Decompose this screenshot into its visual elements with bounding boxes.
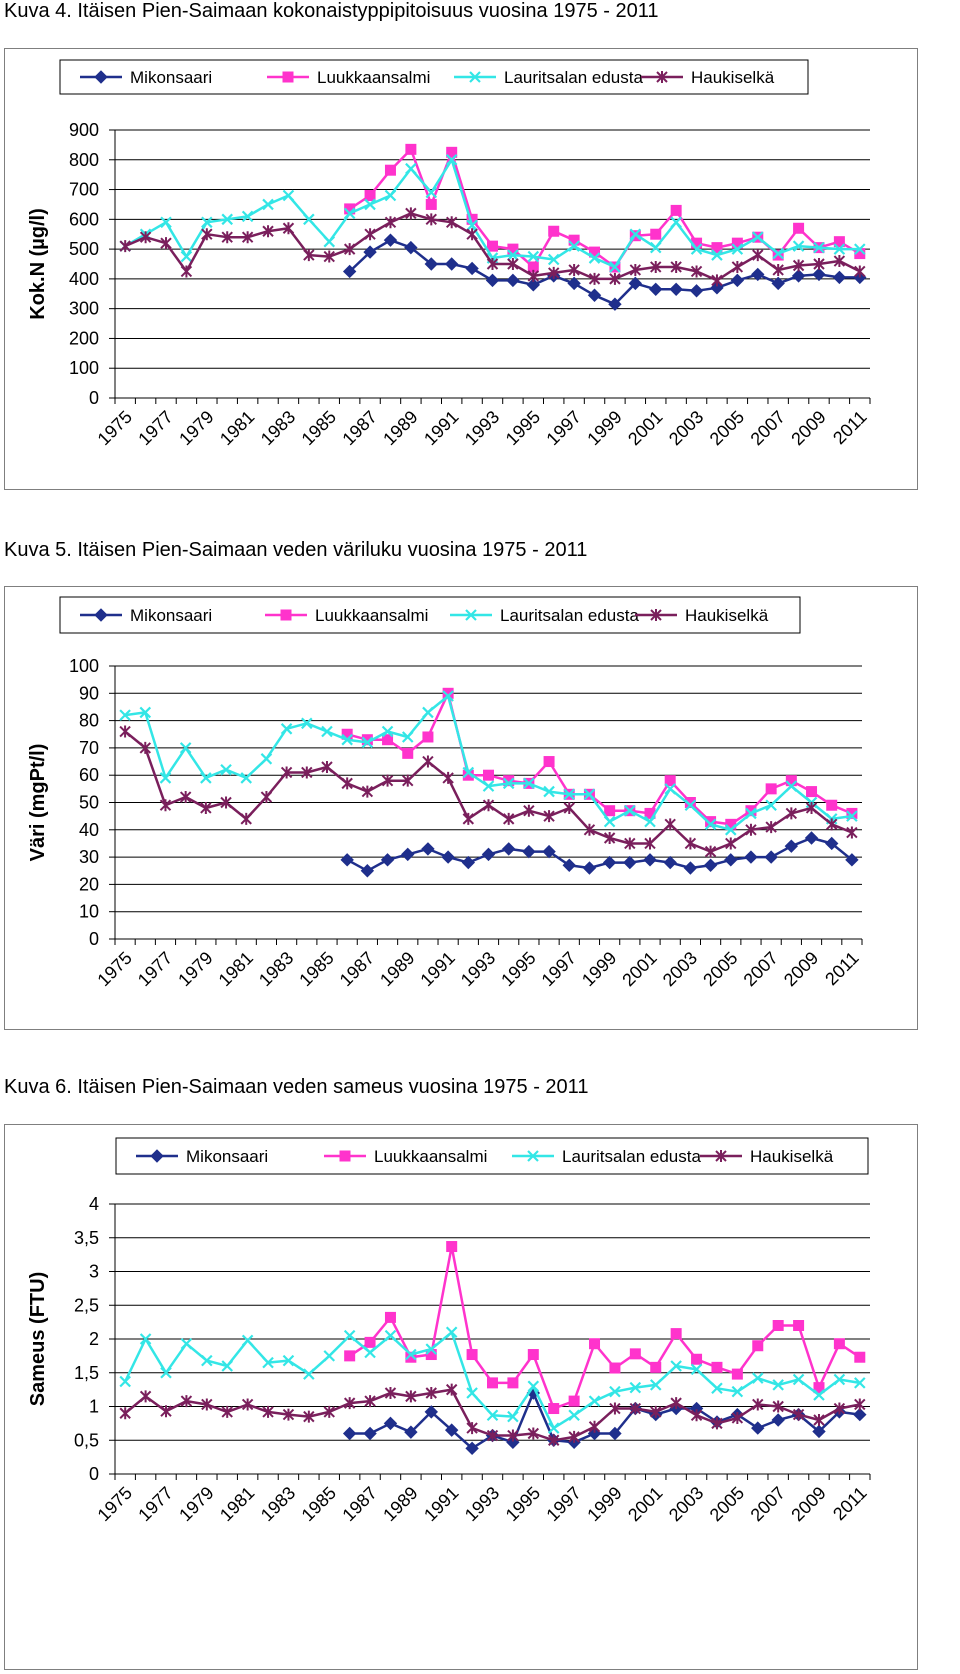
data-point <box>827 818 837 830</box>
data-point <box>466 262 478 274</box>
data-point <box>569 1410 579 1420</box>
y-tick-label: 400 <box>68 268 99 289</box>
data-point <box>385 165 395 175</box>
data-point <box>726 837 736 849</box>
x-tick-label: 1989 <box>376 947 419 991</box>
data-point <box>406 164 416 174</box>
data-point <box>304 1369 314 1379</box>
data-point <box>402 848 414 860</box>
y-tick-label: 800 <box>68 149 99 170</box>
data-point <box>630 1349 640 1359</box>
series-line <box>347 838 852 871</box>
x-tick-label: 1985 <box>295 947 338 991</box>
x-tick-label: 1997 <box>537 947 581 991</box>
data-point <box>263 199 273 209</box>
data-point <box>549 1404 559 1414</box>
y-axis-label: Kok.N (µg/l) <box>27 208 49 320</box>
x-tick-label: 1995 <box>501 1482 545 1526</box>
data-point <box>684 862 696 874</box>
data-point <box>624 857 636 869</box>
x-tick-label: 2005 <box>705 1482 749 1526</box>
data-point <box>423 707 433 717</box>
y-tick-label: 100 <box>68 656 99 676</box>
data-point <box>772 1414 784 1426</box>
data-point <box>691 285 703 297</box>
series-line <box>125 732 852 852</box>
data-point <box>423 732 433 742</box>
data-point <box>685 837 695 849</box>
data-point <box>365 191 375 201</box>
x-tick-label: 2009 <box>779 947 823 991</box>
data-point <box>283 191 293 201</box>
y-tick-label: 1,5 <box>73 1362 99 1383</box>
data-point <box>322 727 332 737</box>
data-point <box>447 1242 457 1252</box>
data-point <box>589 289 601 301</box>
data-point <box>120 1407 130 1419</box>
x-tick-label: 1985 <box>297 1482 341 1526</box>
y-tick-label: 2,5 <box>73 1295 99 1316</box>
data-point <box>484 770 494 780</box>
data-point <box>564 802 574 814</box>
data-point <box>544 757 554 767</box>
chart-legend <box>60 60 808 94</box>
y-tick-label: 40 <box>78 819 99 840</box>
data-point <box>732 261 742 273</box>
data-point <box>365 1348 375 1358</box>
data-point <box>365 1337 375 1347</box>
x-tick-label: 1999 <box>578 947 621 991</box>
y-tick-label: 700 <box>68 179 99 200</box>
data-point <box>753 249 763 261</box>
data-point <box>692 1409 702 1421</box>
data-point <box>732 1369 742 1379</box>
y-axis-label: Väri (mgPt/l) <box>27 743 49 862</box>
data-point <box>590 1339 600 1349</box>
data-point <box>712 274 722 286</box>
data-point <box>463 813 473 825</box>
data-point <box>443 772 453 784</box>
data-point <box>665 818 675 830</box>
legend-label: Lauritsalan edusta <box>504 68 643 87</box>
data-point <box>785 840 797 852</box>
data-point <box>644 854 656 866</box>
x-tick-label: 2007 <box>746 406 790 450</box>
data-point <box>670 283 682 295</box>
data-point <box>583 862 595 874</box>
data-point <box>605 806 615 816</box>
data-point <box>362 786 372 798</box>
data-point <box>324 1351 334 1361</box>
series-luukkaansalmi <box>345 144 865 272</box>
y-tick-label: 900 <box>68 120 99 140</box>
y-tick-label: 20 <box>78 874 99 895</box>
y-axis-label: Sameus (FTU) <box>27 1271 49 1407</box>
data-point <box>467 228 477 240</box>
x-tick-label: 2001 <box>618 947 661 991</box>
data-point <box>508 1378 518 1388</box>
data-point <box>855 1352 865 1362</box>
x-tick-label: 1981 <box>216 406 259 450</box>
x-tick-label: 2011 <box>829 406 871 449</box>
data-point <box>806 832 818 844</box>
x-tick-label: 2007 <box>739 947 782 991</box>
data-point <box>382 854 394 866</box>
data-point <box>181 1339 191 1349</box>
chart-1 <box>27 60 871 449</box>
series-luukkaansalmi <box>345 1242 865 1414</box>
x-tick-label: 1991 <box>420 1482 463 1526</box>
data-point <box>201 773 211 783</box>
chart-legend <box>116 1138 868 1174</box>
data-point <box>590 1421 600 1433</box>
data-point <box>706 846 716 858</box>
y-tick-label: 0 <box>88 1464 99 1484</box>
x-tick-label: 1983 <box>256 1482 300 1526</box>
x-tick-label: 1995 <box>497 947 540 991</box>
data-point <box>827 800 837 810</box>
data-point <box>364 1428 376 1440</box>
data-point <box>604 857 616 869</box>
data-point <box>671 1397 681 1409</box>
data-point <box>385 191 395 201</box>
data-point <box>243 1335 253 1345</box>
data-point <box>385 1312 395 1322</box>
legend-label: Mikonsaari <box>186 1147 269 1166</box>
data-point <box>160 799 170 811</box>
x-tick-label: 1979 <box>175 1482 218 1526</box>
chart-caption-2: Kuva 5. Itäisen Pien-Saimaan veden väriluku vuosina 1975 - 2011 <box>4 539 588 561</box>
x-tick-label: 2001 <box>624 406 667 450</box>
data-point <box>794 223 804 233</box>
series-mikonsaari <box>344 234 866 310</box>
legend-label: Luukkaansalmi <box>317 68 431 87</box>
data-point <box>120 726 130 738</box>
chart-2 <box>27 597 863 990</box>
data-point <box>664 857 676 869</box>
series-mikonsaari <box>341 832 858 877</box>
data-point <box>384 1417 396 1429</box>
data-point <box>241 813 251 825</box>
data-point <box>403 748 413 758</box>
data-point <box>833 271 845 283</box>
x-tick-label: 1999 <box>583 1482 626 1526</box>
x-tick-label: 1989 <box>379 1482 422 1526</box>
data-point <box>385 216 395 228</box>
x-tick-label: 1993 <box>456 947 500 991</box>
data-point <box>766 800 776 810</box>
data-point <box>671 205 681 215</box>
y-tick-label: 0 <box>88 388 99 408</box>
x-tick-label: 1979 <box>175 406 218 450</box>
data-point <box>261 754 271 764</box>
x-tick-label: 1999 <box>583 406 626 450</box>
data-point <box>605 817 615 827</box>
data-point <box>610 1363 620 1373</box>
data-point <box>528 1350 538 1360</box>
legend-label: Lauritsalan edusta <box>562 1147 701 1166</box>
x-tick-label: 1981 <box>216 1482 259 1526</box>
x-tick-label: 2003 <box>664 1482 708 1526</box>
legend-label: Lauritsalan edusta <box>500 606 639 625</box>
legend-label: Mikonsaari <box>130 606 213 625</box>
data-point <box>488 241 498 251</box>
x-tick-label: 2011 <box>829 1482 871 1525</box>
x-tick-label: 1979 <box>174 947 217 991</box>
data-point <box>423 756 433 768</box>
legend-label: Mikonsaari <box>130 68 213 87</box>
data-point <box>705 859 717 871</box>
data-point <box>834 1339 844 1349</box>
chart-caption-1: Kuva 4. Itäisen Pien-Saimaan kokonaistyppipitoisuus vuosina 1975 - 2011 <box>4 0 659 22</box>
y-tick-label: 4 <box>88 1194 99 1214</box>
data-point <box>650 283 662 295</box>
y-tick-label: 10 <box>78 901 99 922</box>
y-tick-label: 500 <box>68 239 99 260</box>
x-tick-label: 1975 <box>93 947 136 991</box>
series-line <box>347 693 852 824</box>
y-tick-label: 50 <box>78 792 99 813</box>
x-tick-label: 1991 <box>416 947 459 991</box>
data-point <box>342 777 352 789</box>
x-tick-label: 2009 <box>787 1482 830 1526</box>
data-point <box>651 229 661 239</box>
data-point <box>426 199 436 209</box>
y-tick-label: 90 <box>78 683 99 704</box>
y-tick-label: 1 <box>88 1396 99 1417</box>
data-point <box>365 228 375 240</box>
data-point <box>773 1321 783 1331</box>
data-point <box>181 791 191 803</box>
data-point <box>422 843 434 855</box>
data-point <box>753 1341 763 1351</box>
x-tick-label: 2003 <box>664 406 708 450</box>
data-point <box>549 226 559 236</box>
data-point <box>651 243 661 253</box>
x-tick-label: 2003 <box>658 947 702 991</box>
data-point <box>467 1350 477 1360</box>
x-tick-label: 1977 <box>133 947 177 991</box>
data-point <box>446 258 458 270</box>
x-tick-label: 1975 <box>93 406 137 450</box>
legend-marker <box>340 1151 350 1161</box>
y-tick-label: 600 <box>68 209 99 230</box>
x-tick-label: 1983 <box>254 947 298 991</box>
data-point <box>765 851 777 863</box>
data-point <box>807 787 817 797</box>
data-point <box>442 851 454 863</box>
x-tick-label: 1975 <box>93 1482 137 1526</box>
chart-legend <box>60 597 800 633</box>
y-tick-label: 30 <box>78 847 99 868</box>
data-point <box>766 784 776 794</box>
data-point <box>161 1405 171 1417</box>
data-point <box>793 270 805 282</box>
y-tick-label: 2 <box>88 1329 99 1349</box>
data-point <box>462 857 474 869</box>
x-tick-label: 1983 <box>256 406 300 450</box>
data-point <box>488 1378 498 1388</box>
x-tick-label: 1977 <box>134 406 177 450</box>
legend-label: Haukiselkä <box>691 68 775 87</box>
x-tick-label: 2005 <box>705 406 749 450</box>
data-point <box>483 848 495 860</box>
x-tick-label: 1987 <box>338 406 381 450</box>
data-point <box>507 274 519 286</box>
y-tick-label: 100 <box>68 358 99 379</box>
x-tick-label: 1977 <box>134 1482 177 1526</box>
y-tick-label: 0 <box>88 929 99 949</box>
x-tick-label: 1985 <box>297 406 341 450</box>
data-point <box>504 813 514 825</box>
data-point <box>341 854 353 866</box>
data-point <box>181 252 191 262</box>
data-point <box>731 274 743 286</box>
data-point <box>120 1377 130 1387</box>
chart-3 <box>27 1138 871 1525</box>
data-point <box>161 217 171 227</box>
data-point <box>324 237 334 247</box>
data-point <box>692 1354 702 1364</box>
data-point <box>487 274 499 286</box>
data-point <box>384 234 396 246</box>
x-tick-label: 1991 <box>420 406 463 450</box>
x-tick-label: 1987 <box>338 1482 381 1526</box>
y-tick-label: 3,5 <box>73 1227 99 1248</box>
x-tick-label: 1997 <box>542 406 585 450</box>
legend-marker <box>281 610 291 620</box>
x-tick-label: 1989 <box>379 406 422 450</box>
chart-caption-3: Kuva 6. Itäisen Pien-Saimaan veden sameus vuosina 1975 - 2011 <box>4 1076 589 1098</box>
data-point <box>725 854 737 866</box>
y-tick-label: 3 <box>88 1261 99 1282</box>
y-tick-label: 300 <box>68 298 99 319</box>
x-tick-label: 2007 <box>746 1482 790 1526</box>
x-tick-label: 2009 <box>787 406 830 450</box>
x-tick-label: 2001 <box>624 1482 667 1526</box>
y-tick-label: 80 <box>78 710 99 731</box>
x-tick-label: 1997 <box>542 1482 585 1526</box>
data-point <box>120 240 130 252</box>
data-point <box>523 846 535 858</box>
data-point <box>484 799 494 811</box>
data-point <box>651 1362 661 1372</box>
legend-label: Haukiselkä <box>685 606 769 625</box>
y-tick-label: 70 <box>78 737 99 758</box>
x-tick-label: 2005 <box>699 947 742 991</box>
legend-marker <box>283 72 293 82</box>
legend-label: Luukkaansalmi <box>374 1147 488 1166</box>
data-point <box>361 865 373 877</box>
y-tick-label: 200 <box>68 328 99 349</box>
data-point <box>712 1362 722 1372</box>
y-tick-label: 0,5 <box>73 1430 99 1451</box>
data-point <box>221 765 231 775</box>
data-point <box>855 265 865 277</box>
data-point <box>847 827 857 839</box>
x-tick-label: 1995 <box>501 406 545 450</box>
series-haukiselk- <box>120 726 857 858</box>
data-point <box>590 1396 600 1406</box>
x-tick-label: 1993 <box>460 1482 504 1526</box>
data-point <box>181 265 191 277</box>
y-tick-label: 60 <box>78 765 99 786</box>
data-point <box>141 1390 151 1402</box>
data-point <box>569 1396 579 1406</box>
data-point <box>794 1321 804 1331</box>
data-point <box>549 1423 559 1433</box>
data-point <box>671 1329 681 1339</box>
data-point <box>345 1351 355 1361</box>
x-tick-label: 1987 <box>335 947 379 991</box>
data-point <box>261 791 271 803</box>
legend-label: Luukkaansalmi <box>315 606 429 625</box>
series-lauritsalan-edusta <box>120 155 865 272</box>
x-tick-label: 1993 <box>460 406 504 450</box>
data-point <box>344 1428 356 1440</box>
x-tick-label: 1981 <box>214 947 258 991</box>
data-point <box>406 144 416 154</box>
data-point <box>241 773 251 783</box>
legend-label: Haukiselkä <box>750 1147 834 1166</box>
data-point <box>503 843 515 855</box>
data-point <box>671 217 681 227</box>
x-tick-label: 2011 <box>821 947 863 990</box>
data-point <box>745 851 757 863</box>
